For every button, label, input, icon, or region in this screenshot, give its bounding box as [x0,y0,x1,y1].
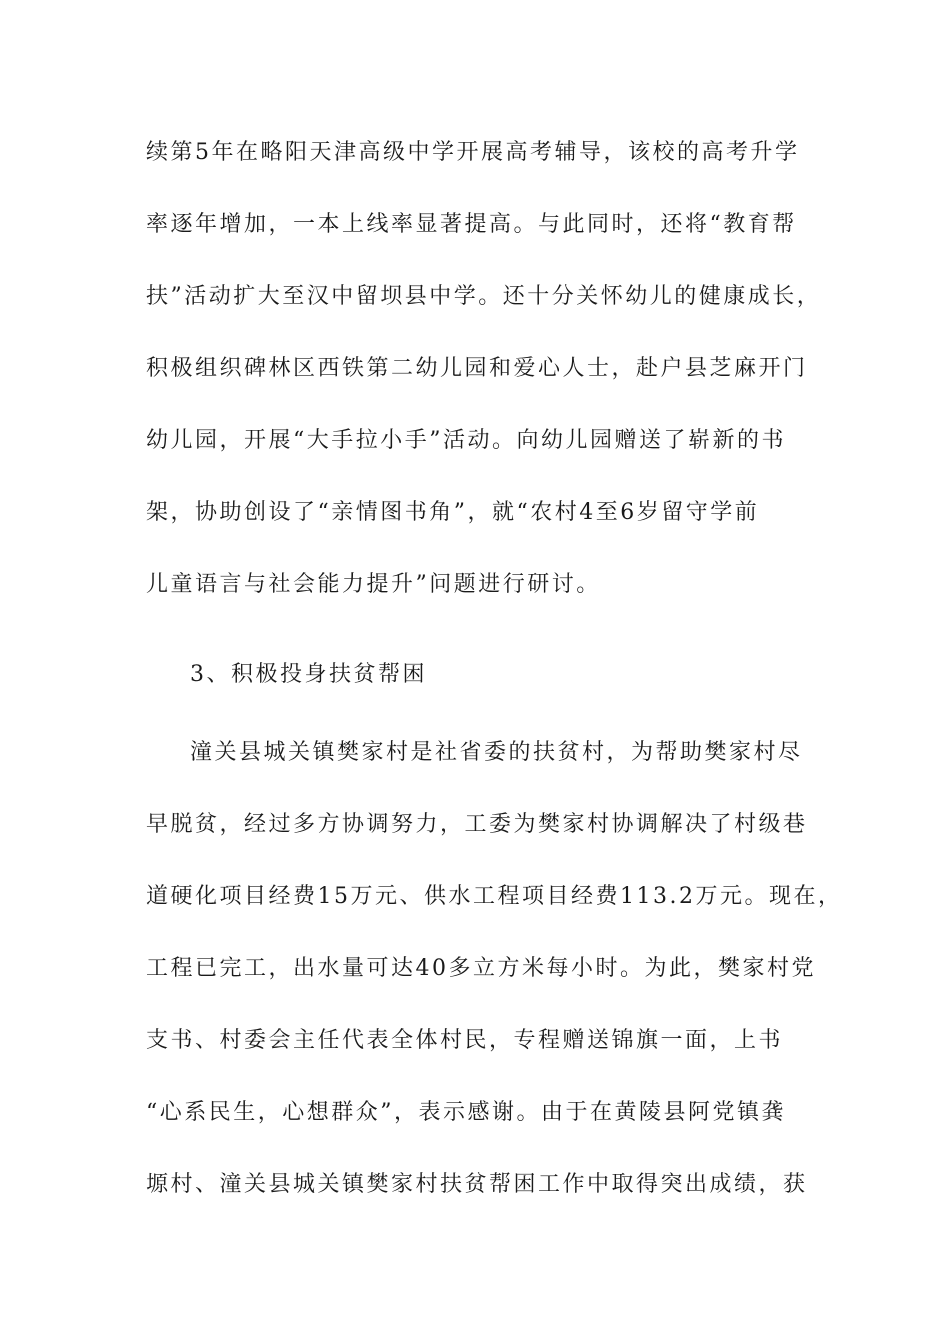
text-line-9: 潼关县城关镇樊家村是社省委的扶贫村，为帮助樊家村尽 [190,740,803,765]
text-line-5: 幼儿园，开展“大手拉小手”活动。向幼儿园赠送了崭新的书 [146,428,786,453]
text-line-2: 率逐年增加，一本上线率显著提高。与此同时，还将“教育帮 [146,212,797,237]
text-line-14: “心系民生，心想群众”，表示感谢。由于在黄陵县阿党镇龚 [146,1100,786,1125]
section-heading: 3、积极投身扶贫帮困 [190,662,427,687]
text-line-13: 支书、村委会主任代表全体村民，专程赠送锦旗一面，上书 [146,1028,784,1053]
text-line-12: 工程已完工，出水量可达40多立方米每小时。为此，樊家村党 [146,956,816,981]
text-line-3: 扶”活动扩大至汉中留坝县中学。还十分关怀幼儿的健康成长， [146,284,822,309]
text-line-11: 道硬化项目经费15万元、供水工程项目经费113.2万元。现在， [146,884,843,909]
text-line-6: 架，协助创设了“亲情图书角”，就“农村4至6岁留守学前 [146,500,760,525]
text-line-4: 积极组织碑林区西铁第二幼儿园和爱心人士，赴户县芝麻开门 [146,356,808,381]
text-line-15: 塬村、潼关县城关镇樊家村扶贫帮困工作中取得突出成绩，获 [146,1172,808,1197]
text-line-10: 早脱贫，经过多方协调努力，工委为樊家村协调解决了村级巷 [146,812,808,837]
text-line-7: 儿童语言与社会能力提升”问题进行研讨。 [146,572,601,597]
text-line-1: 续第5年在略阳天津高级中学开展高考辅导，该校的高考升学 [146,140,800,165]
